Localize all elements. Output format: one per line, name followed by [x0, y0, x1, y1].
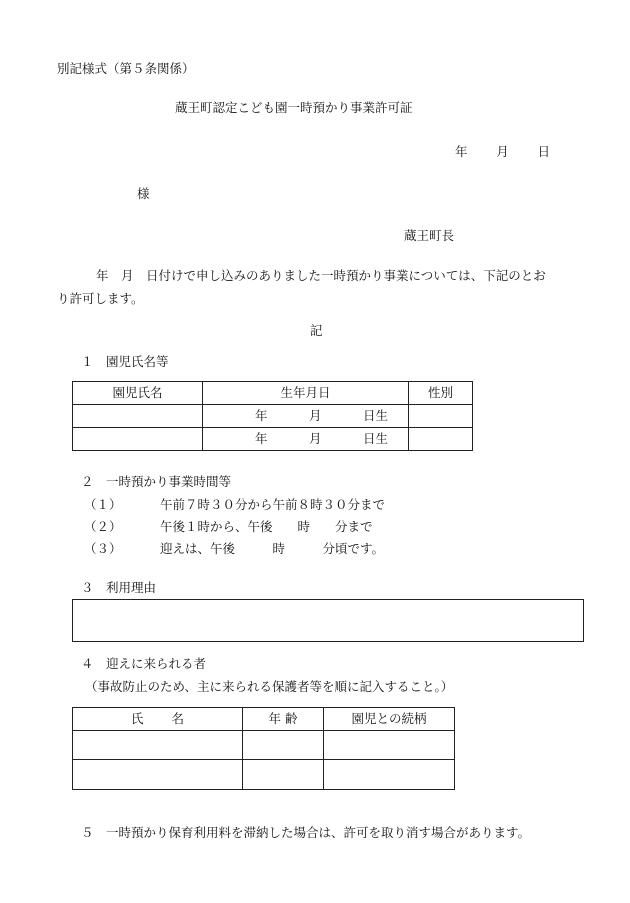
sex-cell[interactable]	[409, 405, 473, 428]
table-row	[73, 405, 473, 428]
column-header-relation: 園児との続柄	[324, 708, 455, 731]
birth-month-label: 月	[308, 407, 322, 423]
date-year-label: 年	[455, 144, 468, 159]
birth-year-label: 年	[255, 407, 268, 423]
column-header-birth-date: 生年月日	[203, 382, 409, 405]
table-header-row	[73, 382, 473, 405]
section1-heading: １ 園児氏名等	[81, 354, 169, 369]
sex-cell[interactable]	[409, 428, 473, 451]
intro-line-1: 年 月 日付けで申し込みのありました一時預かり事業については、下記のとお	[96, 268, 546, 283]
child-name-cell[interactable]	[73, 428, 203, 451]
column-header-sex: 性別	[409, 382, 473, 405]
birth-month-label: 月	[308, 430, 322, 446]
child-info-table	[72, 381, 473, 451]
pickup-age-cell[interactable]	[243, 731, 324, 760]
column-header-name-label: 氏名	[130, 710, 212, 726]
issue-date	[455, 146, 550, 159]
pickup-relation-cell[interactable]	[324, 731, 455, 760]
column-header-child-name: 園児氏名	[73, 382, 203, 405]
birth-day-label: 日生	[362, 430, 388, 446]
section4-heading: ４ 迎えに来られる者	[81, 656, 207, 671]
time-item-1-text: 午前７時３０分から午前８時３０分まで	[160, 497, 386, 512]
table-row	[73, 428, 473, 451]
section5-text: ５ 一時預かり保育利用料を滞納した場合は、許可を取り消す場合があります。	[81, 825, 531, 840]
section3-heading: ３ 利用理由	[81, 580, 157, 595]
pickup-name-cell[interactable]	[73, 760, 243, 790]
pickup-name-cell[interactable]	[73, 731, 243, 760]
birth-date-cell[interactable]	[203, 428, 409, 451]
birth-day-label: 日生	[362, 407, 388, 423]
section4-note: （事故防止のため、主に来られる保護者等を順に記入すること。）	[85, 679, 454, 694]
table-row	[73, 760, 455, 790]
birth-date-cell[interactable]	[203, 405, 409, 428]
date-day-label: 日	[537, 144, 550, 159]
column-header-age: 年 齢	[243, 708, 324, 731]
table-header-row	[73, 708, 455, 731]
time-item-3-text: 迎えは、午後 時 分頃です。	[160, 541, 385, 556]
time-item-2-number: （２）	[84, 519, 122, 534]
child-name-cell[interactable]	[73, 405, 203, 428]
pickup-age-cell[interactable]	[243, 760, 324, 790]
usage-reason-box[interactable]	[72, 599, 584, 642]
time-item-1-number: （１）	[84, 497, 122, 512]
pickup-person-table	[72, 707, 455, 790]
ki-heading: 記	[310, 323, 323, 338]
form-label: 別記様式（第５条関係）	[57, 61, 195, 76]
section2-heading: ２ 一時預かり事業時間等	[81, 474, 232, 489]
recipient-suffix: 様	[137, 186, 150, 201]
birth-year-label: 年	[255, 430, 268, 446]
intro-line-2: り許可します。	[57, 291, 144, 306]
pickup-relation-cell[interactable]	[324, 760, 455, 790]
table-row	[73, 731, 455, 760]
time-item-3-number: （３）	[84, 541, 122, 556]
document-title: 蔵王町認定こども園一時預かり事業許可証	[175, 100, 413, 115]
date-month-label: 月	[496, 144, 509, 159]
time-item-2-text: 午後１時から、午後 時 分まで	[160, 519, 373, 534]
column-header-name	[73, 708, 243, 731]
issuer-name: 蔵王町長	[404, 228, 455, 243]
